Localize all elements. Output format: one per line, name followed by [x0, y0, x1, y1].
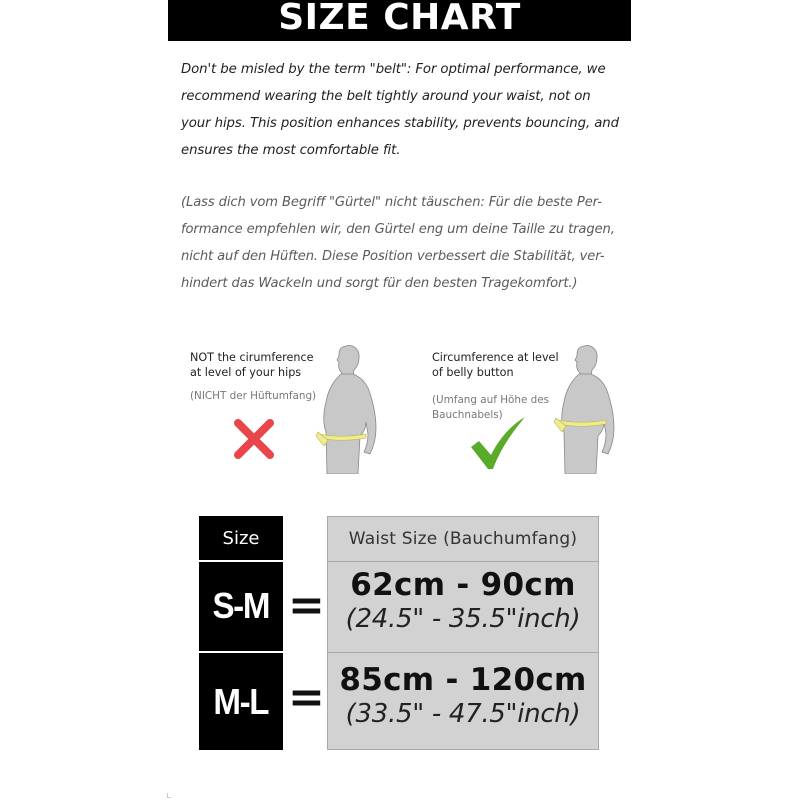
waist-cm-range: 62cm - 90cm — [350, 567, 576, 603]
waist-cm-range: 85cm - 120cm — [339, 662, 587, 698]
intro-german-line: formance empfehlen wir, den Gürtel eng um deine Taille zu tragen, — [181, 222, 615, 237]
subcaption-line: (Umfang auf Höhe des — [432, 394, 550, 406]
intro-english — [181, 56, 631, 164]
equals-sign: = — [288, 672, 325, 723]
waist-inch-range: (33.5" - 47.5"inch) — [345, 699, 581, 729]
caption-line: Circumference at level — [432, 351, 559, 364]
checkmark-icon — [469, 415, 527, 471]
caption-line: NOT the cirumference — [190, 351, 314, 364]
waist-inch-range: (24.5" - 35.5"inch) — [345, 604, 581, 634]
caption-line: of belly button — [432, 366, 514, 379]
intro-german-line: hindert das Wackeln und sorgt für den besten Tragekomfort.) — [181, 276, 578, 291]
title-banner — [168, 0, 631, 41]
waist-row-s-m — [328, 567, 598, 635]
size-cell-m-l — [199, 653, 283, 750]
intro-english-line: your hips. This position enhances stability, prevents bouncing, and — [181, 116, 619, 131]
waist-header: Waist Size (Bauchumfang) — [348, 529, 578, 549]
intro-german-line: nicht auf den Hüften. Diese Position verbessert die Stabilität, ver- — [181, 249, 605, 264]
cross-icon — [232, 417, 276, 461]
intro-german — [181, 189, 631, 297]
correct-fit-illustration — [432, 345, 627, 480]
stray-corner-mark — [167, 793, 171, 798]
wrong-fit-subcaption — [190, 389, 316, 404]
equals-sign: = — [288, 580, 325, 631]
waist-column — [327, 516, 599, 750]
subcaption-line: (NICHT der Hüftumfang) — [190, 390, 317, 402]
wrong-fit-caption — [190, 350, 314, 380]
page-title: SIZE CHART — [278, 0, 521, 38]
size-header: Size — [222, 527, 260, 549]
man-belt-at-belly-button-icon — [544, 342, 624, 474]
intro-english-line: Don't be misled by the term "belt": For optimal performance, we — [181, 62, 606, 77]
intro-german-line: (Lass dich vom Begriff "Gürtel" nicht täuschen: Für die beste Per- — [181, 195, 602, 210]
subcaption-line: Bauchnabels) — [432, 409, 503, 421]
waist-divider — [328, 652, 598, 653]
wrong-fit-illustration — [190, 345, 380, 480]
man-belt-at-hips-icon — [308, 342, 383, 474]
waist-row-m-l — [328, 662, 598, 730]
size-label: M-L — [213, 680, 269, 722]
intro-english-line: ensures the most comfortable fit. — [181, 143, 401, 158]
size-column — [199, 516, 283, 750]
correct-fit-caption — [432, 350, 559, 380]
caption-line: at level of your hips — [190, 366, 302, 379]
size-cell-s-m — [199, 562, 283, 650]
waist-divider — [328, 561, 598, 562]
size-label: S-M — [212, 585, 270, 626]
intro-english-line: recommend wearing the belt tightly around your waist, not on — [181, 89, 591, 104]
